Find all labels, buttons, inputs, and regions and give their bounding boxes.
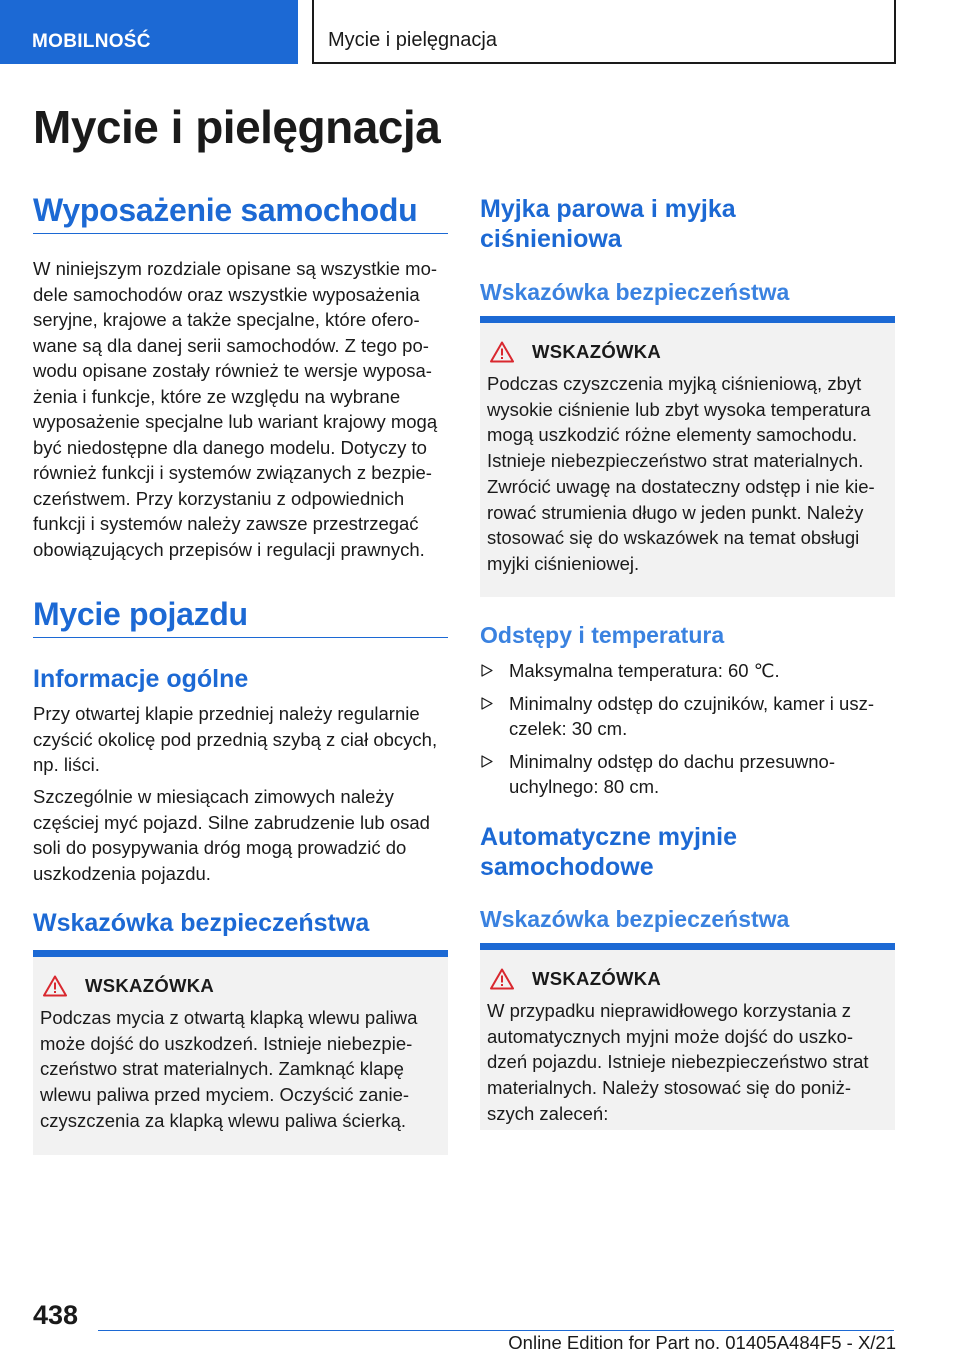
list-item (480, 749, 895, 800)
equipment-paragraph (33, 256, 448, 562)
text-line: również funkcji i systemów związanych z bezpie- (33, 462, 432, 483)
washing-heading: Mycie pojazdu (33, 596, 448, 638)
text-line: szych zaleceń: (487, 1102, 609, 1124)
text-line: Szczególnie w miesiącach zimowych należy (33, 786, 394, 807)
general-info-heading: Informacje ogólne (33, 665, 249, 693)
text-line: stosować się do wskazówek na temat obsługi (487, 527, 860, 549)
section-tab (0, 0, 298, 64)
steam-washer-heading (480, 194, 895, 254)
triangle-right-icon (481, 697, 493, 710)
safety-heading-carwash: Wskazówka bezpieczeństwa (480, 906, 790, 932)
page-number: 438 (33, 1300, 79, 1330)
text-line: Podczas mycia z otwartą klapką wlewu paliwa (40, 1007, 418, 1028)
list-item-text: Minimalny odstęp do czujników, kamer i usz- (509, 692, 875, 714)
list-item-text: uchylnego: 80 cm. (509, 776, 660, 797)
text-line: wyposażenie specjalne lub wariant krajowy mogą (33, 411, 438, 432)
text-line: Myjka parowa i myjka (480, 195, 736, 223)
text-line: W przypadku nieprawidłowego korzystania z (487, 1000, 852, 1021)
equipment-heading: Wyposażenie samochodu (33, 192, 448, 234)
section-label: MOBILNOŚĆ (32, 31, 151, 52)
carwash-heading (480, 822, 895, 882)
text-line: dele samochodów oraz wszystkie wyposażenia (33, 283, 420, 305)
chapter-label: Mycie i pielęgnacja (328, 29, 497, 51)
general-info-paragraph-2 (33, 784, 448, 886)
text-line: czyszczenia za klapką wlewu paliwa ścierką. (40, 1109, 407, 1131)
text-line: materialnych. Należy stosować się do poniż- (487, 1077, 851, 1099)
text-line: ciśnieniowa (480, 225, 622, 253)
text-line: rować strumienia długo w jeden punkt. Należy (487, 501, 864, 523)
warning-title: WSKAZÓWKA (532, 341, 662, 362)
text-line: mogą uszkodzić różne elementy samochodu. (487, 424, 858, 446)
warning-text (487, 371, 887, 577)
text-line: wodu opisane zostały również te wersje wyposa- (33, 360, 432, 381)
text-line: być niedostępne dla danego modelu. Dotyczy to (33, 436, 427, 458)
safety-heading-steam: Wskazówka bezpieczeństwa (480, 279, 790, 305)
list-item-text: Minimalny odstęp do dachu przesuwno- (509, 750, 835, 772)
general-info-paragraph-1 (33, 701, 448, 778)
text-line: wysokie ciśnienie lub zbyt wysoka temperatura (487, 398, 871, 420)
text-line: Przy otwartej klapie przedniej należy regularnie (33, 703, 420, 724)
text-line: żenia i funkcje, które ze względu na wybrane (33, 385, 401, 407)
chapter-header (312, 0, 896, 64)
page-title: Mycie i pielęgnacja (33, 101, 441, 153)
warning-triangle-icon (490, 968, 514, 990)
text-line: dzeń pojazdu. Istnieje niebezpieczeństwo strat (487, 1051, 869, 1073)
text-line: automatycznych myjni może dojść do uszko- (487, 1025, 854, 1047)
warning-header (490, 968, 887, 990)
list-item (480, 691, 895, 742)
text-line: myjki ciśnieniowej. (487, 552, 640, 574)
text-line: samochodowe (480, 853, 654, 881)
text-line: obowiązujących przepisów i regulacji prawnych. (33, 538, 425, 560)
footer-edition: Online Edition for Part no. 01405A484F5 - X/21 (508, 1332, 896, 1353)
text-line: Istnieje niebezpieczeństwo strat materialnych. (487, 450, 864, 472)
distances-list (480, 658, 895, 807)
warning-box-left (33, 950, 448, 1155)
text-line: uszkodzenia pojazdu. (33, 862, 211, 884)
text-line: może dojść do uszkodzeń. Istnieje niebezpie- (40, 1032, 413, 1054)
text-line: czeństwo strat materialnych. Zamknąć klapę (40, 1058, 404, 1080)
triangle-right-icon (481, 755, 493, 768)
warning-triangle-icon (43, 975, 67, 997)
text-line: Podczas czyszczenia myjką ciśnieniową, zbyt (487, 373, 862, 394)
text-line: soli do posypywania dróg mogą prowadzić do (33, 837, 407, 858)
warning-box-steam (480, 316, 895, 597)
warning-triangle-icon (490, 341, 514, 363)
text-line: częściej myć pojazd. Silne zabrudzenie lub osad (33, 811, 430, 833)
text-line: czyścić okolicę pod przednią szybą z ciał obcych, (33, 728, 438, 750)
text-line: W niniejszym rozdziale opisane są wszystkie mo- (33, 258, 438, 279)
warning-title: WSKAZÓWKA (532, 968, 662, 989)
footer-rule (98, 1330, 894, 1331)
text-line: Zwrócić uwagę na dostateczny odstęp i nie kie- (487, 475, 875, 497)
warning-box-carwash (480, 943, 895, 1130)
list-item-text: czelek: 30 cm. (509, 718, 628, 739)
distances-heading: Odstępy i temperatura (480, 622, 725, 648)
warning-header (43, 975, 440, 997)
safety-heading-left: Wskazówka bezpieczeństwa (33, 909, 370, 937)
list-item (480, 658, 895, 684)
warning-title: WSKAZÓWKA (85, 975, 215, 996)
text-line: czeństwem. Przy korzystaniu z odpowiednich (33, 487, 405, 509)
warning-text (487, 998, 887, 1127)
text-line: wlewu paliwa przed myciem. Oczyścić zanie- (40, 1084, 410, 1106)
text-line: funkcji i systemów należy zawsze przestrzegać (33, 513, 419, 534)
triangle-right-icon (481, 664, 493, 677)
text-line: Automatyczne myjnie (480, 823, 738, 851)
text-line: wane są dla danej serii samochodów. Z tego po- (33, 334, 429, 356)
warning-header (490, 341, 887, 363)
list-item-text: Maksymalna temperatura: 60 ℃. (509, 660, 780, 681)
text-line: seryjne, krajowe a także specjalne, które ofero- (33, 309, 420, 330)
warning-text (40, 1005, 440, 1134)
text-line: np. liści. (33, 754, 100, 775)
